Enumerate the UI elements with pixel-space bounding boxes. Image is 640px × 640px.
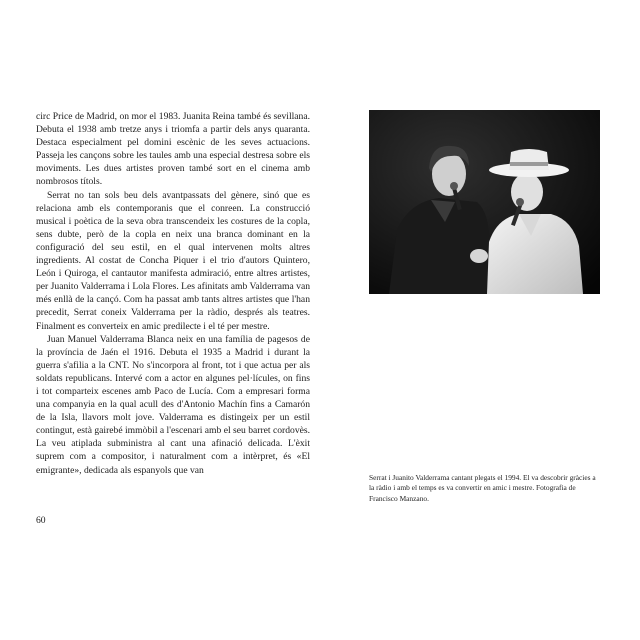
paragraph: circ Price de Madrid, on mor el 1983. Juanita Reina també és sevillana. Debuta el 1938 amb tretze anys i triomfa a partir dels anys quaranta. Destaca especialment pel domini escènic de les seves actuacions. Passeja les cançons sobre les taules amb una especial destresa sobre els moviments. Les dues artistes proven també sort en el cinema amb nombrosos títols. — [36, 111, 310, 188]
page-number: 60 — [36, 515, 46, 526]
cordobes-hat-band — [510, 162, 548, 166]
cordobes-hat-crown — [509, 149, 549, 170]
right-singer-face — [511, 173, 543, 211]
right-microphone-head — [516, 198, 524, 206]
photograph-serrat-valderrama — [369, 110, 600, 294]
photo-caption: Serrat i Juanito Valderrama cantant plegats el 1994. El va descobrir gràcies a la ràdio i amb el temps es va convertir en amic i mestre. Fotografia de Francisco Manzano. — [369, 473, 596, 503]
left-page-text-column — [36, 110, 310, 477]
right-singer-hand — [470, 249, 488, 263]
paragraph: Serrat no tan sols beu dels avantpassats del gènere, sinó que es relaciona amb els contemporanis que el conreen. La construcció musical i poètica de la seva obra transcendeix les costures de la copla, sens dubte, però de la copla en neix una branca dominant en la configuració del seu estil, en el qual intervenen molts altres ingredients. Al costat de Concha Piquer i el trio d'autors Quintero, León i Quiroga, el cantautor manifesta admiració, entre altres artistes, per Juanito Valderrama i Lola Flores. Les afinitats amb Valderrama van més enllà de la cançó. Com ha passat amb tants altres artistes que l'han precedit, Serrat coneix Valderrama per la ràdio, després als teatres. Finalment es converteix en amic predilecte i el té per mestre. — [36, 189, 310, 332]
left-microphone-head — [450, 182, 458, 190]
paragraph: Juan Manuel Valderrama Blanca neix en una família de pagesos de la província de Jaén el 1916. Debuta el 1935 a Madrid i durant la guerra s'afilia a la CNT. No s'incorpora al front, tot i que actua per als soldats republicans. Intervé com a actor en algunes pel·lícules, on fins i tot comparteix escenes amb Paco de Lucía. Com a empresari forma una companyia en la qual acull des d'Antonio Machín fins a Camarón de la Isla, llavors molt jove. Valderrama es distingeix per un estil contingut, està gairebé immòbil a l'escenari amb el seu barret cordovès. La veu atiplada subministra al cant una afinació delicada. L'èxit suprem com a compositor, i naturalment com a intèrpret, és «El emigrante», dedicada als espanyols que van — [36, 333, 310, 476]
photo-illustration — [369, 110, 600, 294]
